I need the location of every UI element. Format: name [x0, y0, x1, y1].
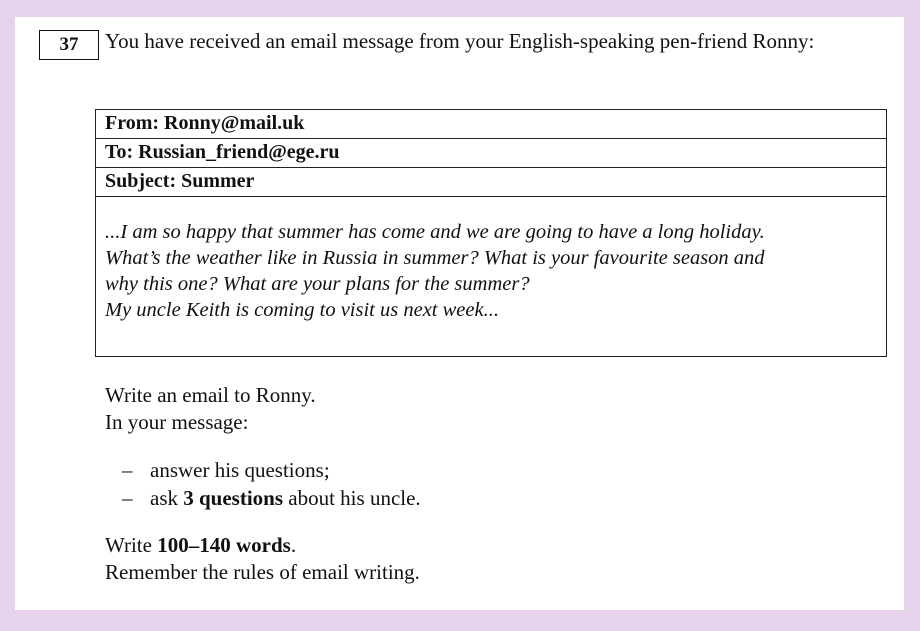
- in-your-message-label: In your message:: [105, 410, 249, 434]
- rules-reminder: Remember the rules of email writing.: [105, 560, 420, 584]
- requirement-text: ask 3 questions about his uncle.: [150, 486, 421, 510]
- task-number-box: 37: [39, 30, 99, 60]
- email-body-line: why this one? What are your plans for the summer?: [105, 273, 530, 295]
- word-count-instruction: Write 100–140 words.: [105, 533, 297, 557]
- email-body: [96, 197, 886, 323]
- email-body-line: What’s the weather like in Russia in summer? What is your favourite season and: [105, 247, 765, 269]
- email-to-row: To: Russian_friend@ege.ru: [96, 139, 886, 168]
- dash-bullet: –: [122, 486, 133, 510]
- task-intro-text: You have received an email message from your English-speaking pen-friend Ronny:: [105, 29, 815, 53]
- requirements-list: [105, 456, 885, 512]
- email-body-line: ...I am so happy that summer has come and we are going to have a long holiday.: [105, 221, 765, 243]
- requirement-text: answer his questions;: [150, 458, 330, 482]
- dash-bullet: –: [122, 458, 133, 482]
- email-body-line: My uncle Keith is coming to visit us next week...: [105, 299, 499, 321]
- task-sheet: [15, 17, 904, 610]
- requirement-item: [122, 456, 885, 484]
- requirement-item: [122, 484, 885, 512]
- email-from-row: From: Ronny@mail.uk: [96, 110, 886, 139]
- write-email-instruction: Write an email to Ronny.: [105, 383, 316, 407]
- email-subject-row: Subject: Summer: [96, 168, 886, 197]
- task-instructions: [105, 382, 885, 586]
- email-message-box: [95, 109, 887, 357]
